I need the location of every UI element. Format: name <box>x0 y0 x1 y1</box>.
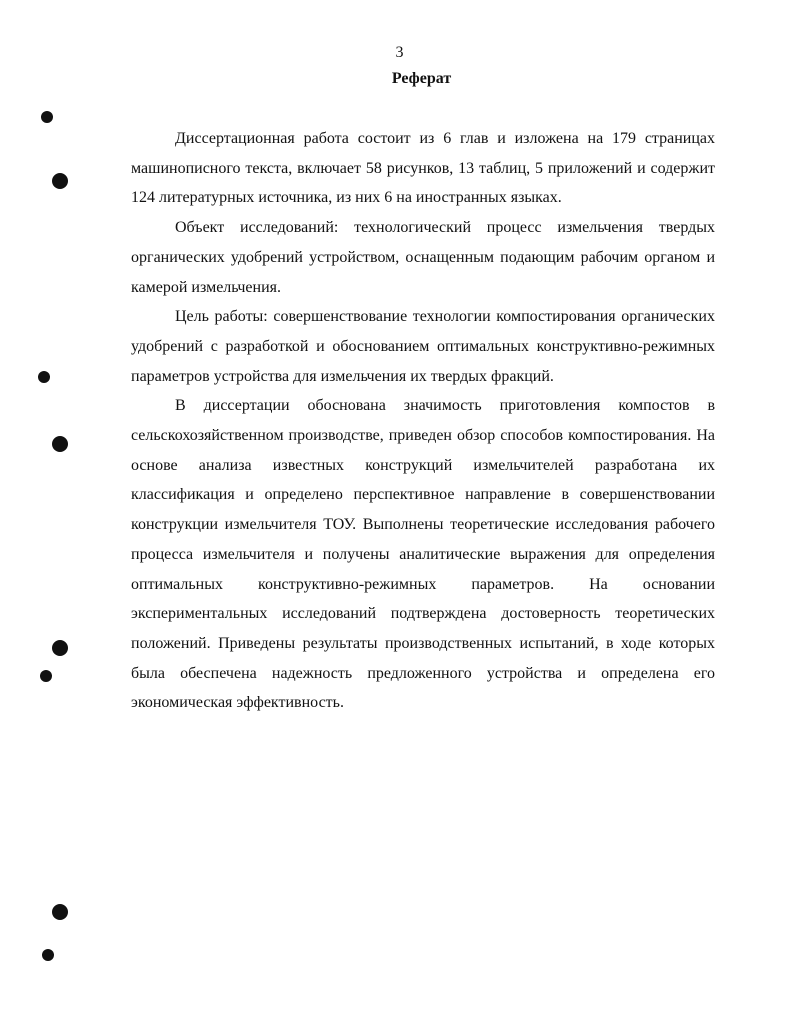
abstract-body <box>131 124 715 718</box>
paragraph-volume: Диссертационная работа состоит из 6 глав и изложена на 179 страницах машинописного текста, включает 58 рисунков, 13 таблиц, 5 приложений и содержит 124 литературных источника, из них 6 на иностранных языках. <box>131 130 715 207</box>
paragraph-object: Объект исследований: технологический процесс измельчения твердых органических удобрений устройством, оснащенным подающим рабочим органом и камерой измельчения. <box>131 219 715 296</box>
punch-hole-icon <box>41 111 53 123</box>
punch-hole-icon <box>52 173 68 189</box>
paragraph-goal: Цель работы: совершенствование технологии компостирования органических удобрений с разработкой и обоснованием оптимальных конструктивно-режимных параметров устройства для измельчения их твердых фракций. <box>131 308 715 385</box>
punch-hole-icon <box>52 436 68 452</box>
page-title: Реферат <box>391 70 452 87</box>
punch-hole-icon <box>52 640 68 656</box>
paragraph-summary: В диссертации обоснована значимость приготовления компостов в сельскохозяйственном производстве, приведен обзор способов компостирования. На основе анализа известных конструкций измельчителей разработана их классификация и определено перспективное направление в совершенствовании конструкции измельчителя ТОУ. Выполнены теоретические исследования рабочего процесса измельчителя и получены аналитические выражения для определения оптимальных конструктивно-режимных параметров. На основании экспериментальных исследований подтверждена достоверность теоретических положений. Приведены результаты производственных испытаний, в ходе которых была обеспечена надежность предложенного устройства и определена его экономическая эффективность. <box>131 397 715 712</box>
punch-hole-icon <box>40 670 52 682</box>
punch-hole-icon <box>52 904 68 920</box>
punch-hole-icon <box>38 371 50 383</box>
page-number: 3 <box>395 44 404 61</box>
punch-hole-icon <box>42 949 54 961</box>
